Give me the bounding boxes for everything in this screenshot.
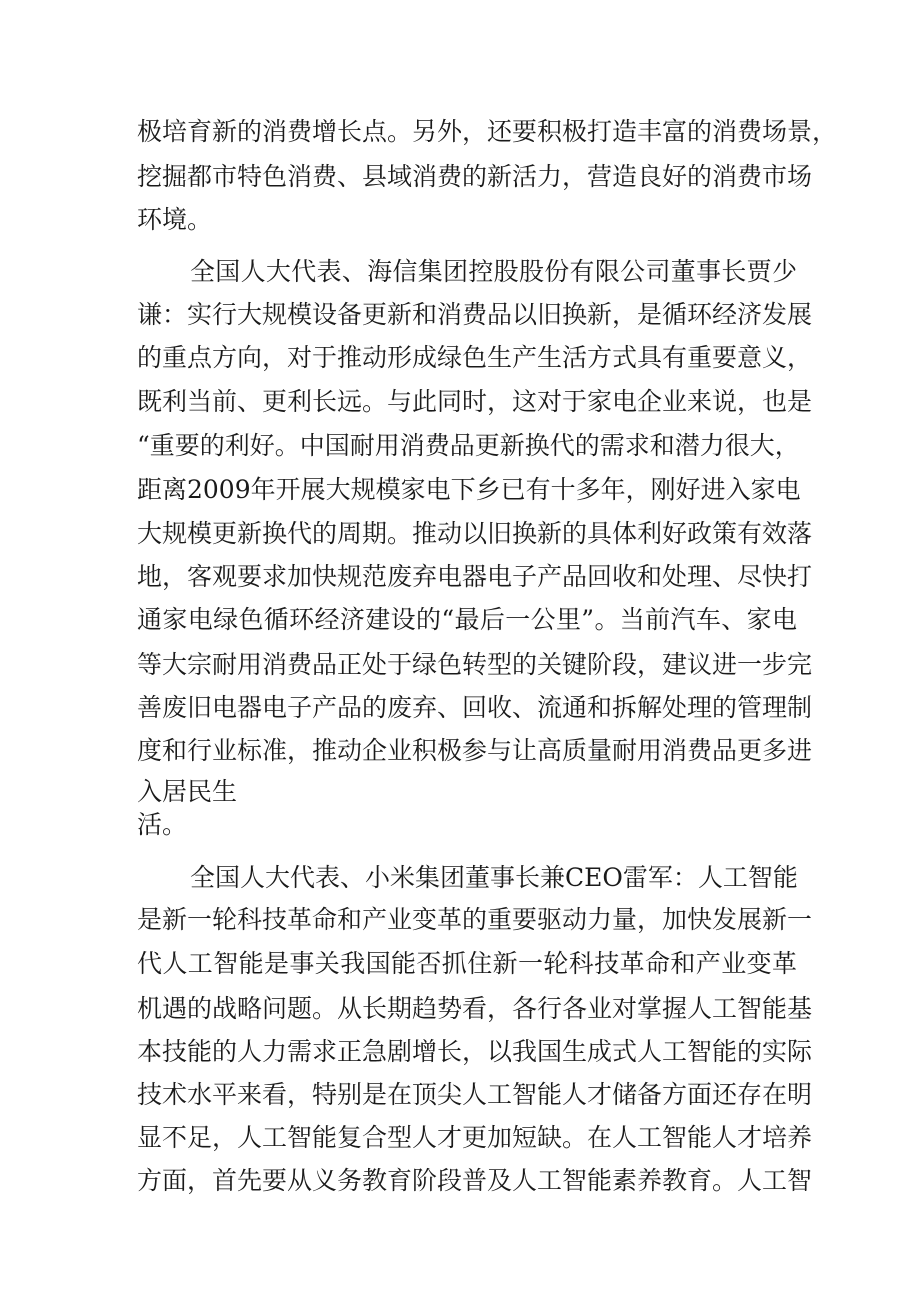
paragraph-2-line-1: 全国人大代表、海信集团控股股份有限公司董事长贾少 <box>190 257 797 286</box>
paragraph-3-line-3: 代人工智能是事关我国能否抓住新一轮科技革命和产业变革 <box>137 949 797 978</box>
paragraph-3-line-5: 本技能的人力需求正急剧增长，以我国生成式人工智能的实际 <box>137 1037 813 1066</box>
paragraph-1-line-2: 挖掘都市特色消费、县域消费的新活力，营造良好的消费市场 <box>137 162 813 191</box>
paragraph-3-line-7: 显不足，人工智能复合型人才更加短缺。在人工智能人才培养 <box>137 1123 813 1152</box>
paragraph-3-line-2: 是新一轮科技革命和产业变革的重要驱动力量，加快发展新一 <box>137 905 813 934</box>
paragraph-2-line-14: 活。 <box>137 810 188 839</box>
paragraph-2-line-13: 入居民生 <box>137 777 238 806</box>
paragraph-2-line-2: 谦：实行大规模设备更新和消费品以旧换新，是循环经济发展 <box>137 300 813 329</box>
paragraph-3-line-4: 机遇的战略问题。从长期趋势看，各行各业对掌握人工智能基 <box>137 994 813 1023</box>
paragraph-2-line-12: 度和行业标准，推动企业积极参与让高质量耐用消费品更多进 <box>137 736 813 765</box>
paragraph-1-line-1: 极培育新的消费增长点。另外，还要积极打造丰富的消费场景， <box>137 117 838 146</box>
paragraph-2-line-8: 地，客观要求加快规范废弃电器电子产品回收和处理、尽快打 <box>137 562 813 591</box>
paragraph-2-line-10: 等大宗耐用消费品正处于绿色转型的关键阶段，建议进一步完 <box>137 650 813 679</box>
paragraph-2-line-3: 的重点方向，对于推动形成绿色生产生活方式具有重要意义， <box>137 343 813 372</box>
paragraph-3-line-1: 全国人大代表、小米集团董事长兼CEO雷军：人工智能 <box>190 863 798 892</box>
paragraph-2-line-11: 善废旧电器电子产品的废弃、回收、流通和拆解处理的管理制 <box>137 693 813 722</box>
paragraph-1-line-3: 环境。 <box>137 205 213 234</box>
paragraph-2-line-6: 距离2009年开展大规模家电下乡已有十多年，刚好进入家电 <box>137 475 801 504</box>
paragraph-3-line-6: 技术水平来看，特别是在顶尖人工智能人才储备方面还存在明 <box>137 1080 813 1109</box>
paragraph-2-line-5: “重要的利好。中国耐用消费品更新换代的需求和潜力很大， <box>137 431 800 460</box>
paragraph-3-line-8: 方面，首先要从义务教育阶段普及人工智能素养教育。人工智 <box>137 1166 813 1195</box>
paragraph-2-line-9: 通家电绿色循环经济建设的“最后一公里”。当前汽车、家电 <box>137 605 797 634</box>
paragraph-2-line-7: 大规模更新换代的周期。推动以旧换新的具体利好政策有效落 <box>137 519 813 548</box>
paragraph-2-line-4: 既利当前、更利长远。与此同时，这对于家电企业来说，也是 <box>137 387 813 416</box>
